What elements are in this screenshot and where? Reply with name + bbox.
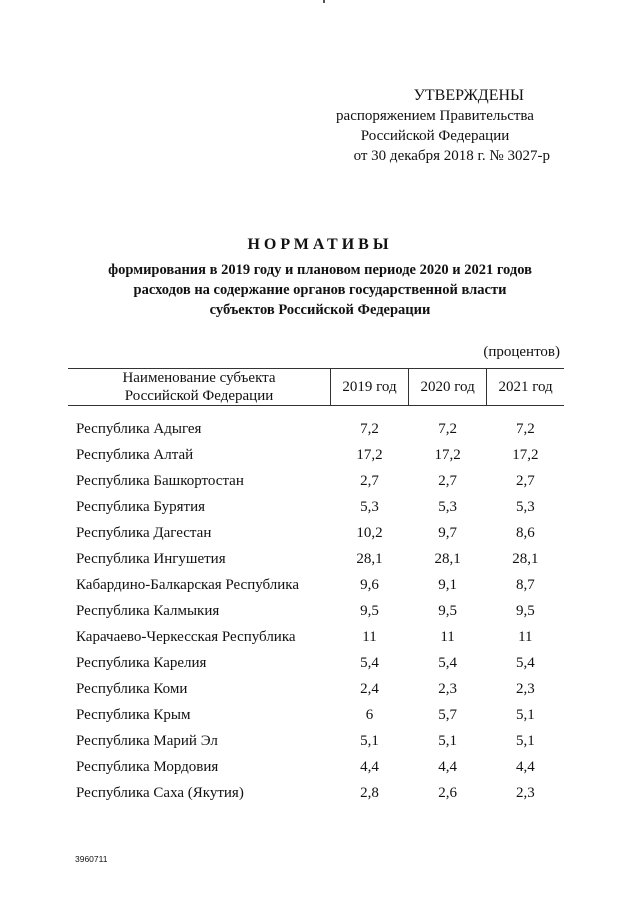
region-cell: Республика Башкортостан (76, 472, 244, 489)
value-2019-cell: 5,1 (360, 732, 379, 749)
value-2020-cell: 11 (440, 628, 455, 645)
region-cell: Республика Крым (76, 706, 191, 723)
value-2019-cell: 2,8 (360, 784, 379, 801)
region-cell: Кабардино-Балкарская Республика (76, 576, 300, 593)
value-2021-cell: 5,1 (515, 706, 535, 723)
norms-table (68, 368, 564, 806)
region-cell: Республика Калмыкия (76, 602, 220, 619)
table-row (68, 468, 564, 494)
value-2019-cell: 5,4 (360, 654, 379, 671)
document-code: 3960711 (75, 854, 108, 864)
table-row (68, 442, 564, 468)
subtitle-line-1: формирования в 2019 году и плановом периоде 2020 и 2021 годов (108, 262, 532, 278)
value-2021-cell: 2,7 (515, 472, 535, 489)
table-row (68, 702, 564, 728)
value-2019-cell: 9,6 (360, 576, 379, 593)
document-subtitle (80, 260, 560, 320)
table-row (68, 728, 564, 754)
region-cell: Республика Дагестан (76, 524, 212, 541)
value-2021-cell: 5,4 (515, 654, 535, 671)
value-2021-cell: 8,6 (515, 524, 535, 541)
region-cell: Республика Коми (76, 680, 188, 697)
header-region-line-2: Российской Федерации (124, 388, 274, 404)
value-2021-cell: 11 (518, 628, 533, 645)
value-2021-cell: 9,5 (515, 602, 535, 619)
table-row (68, 780, 564, 806)
region-cell: Республика Бурятия (76, 498, 206, 515)
header-year-2021: 2021 год (487, 369, 564, 406)
value-2019-cell: 17,2 (356, 446, 383, 463)
value-2021-cell: 8,7 (515, 576, 535, 593)
value-2020-cell: 2,3 (438, 680, 457, 697)
table-row (68, 754, 564, 780)
value-2019-cell: 4,4 (360, 758, 379, 775)
value-2020-cell: 2,7 (438, 472, 457, 489)
document-title: НОРМАТИВЫ (247, 236, 393, 253)
table-spacer-row (68, 406, 564, 417)
value-2019-cell: 9,5 (360, 602, 379, 619)
table-row (68, 546, 564, 572)
subtitle-line-2: расходов на содержание органов государственной власти (133, 282, 507, 298)
value-2019-cell: 10,2 (356, 524, 383, 541)
approval-block (320, 86, 550, 166)
table-row (68, 598, 564, 624)
region-cell: Республика Алтай (76, 446, 194, 463)
header-year-2019: 2019 год (331, 369, 409, 406)
table-header-row (68, 369, 564, 406)
table-row (68, 520, 564, 546)
value-2021-cell: 2,3 (515, 784, 535, 801)
value-2021-cell: 28,1 (512, 550, 539, 567)
value-2020-cell: 4,4 (438, 758, 457, 775)
region-cell: Республика Адыгея (76, 420, 202, 437)
region-cell: Республика Саха (Якутия) (76, 784, 244, 801)
value-2020-cell: 5,7 (438, 706, 457, 723)
value-2020-cell: 5,1 (438, 732, 457, 749)
value-2021-cell: 2,3 (515, 680, 535, 697)
table-row (68, 416, 564, 442)
region-cell: Карачаево-Черкесская Республика (76, 628, 296, 645)
value-2020-cell: 7,2 (438, 420, 457, 437)
value-2020-cell: 5,3 (438, 498, 457, 515)
approval-date-line: от 30 декабря 2018 г. № 3027-р (353, 148, 550, 164)
unit-label: (процентов) (483, 344, 560, 360)
value-2020-cell: 28,1 (434, 550, 461, 567)
table-body (68, 406, 564, 807)
value-2021-cell: 5,3 (515, 498, 535, 515)
value-2019-cell: 7,2 (360, 420, 379, 437)
value-2021-cell: 17,2 (512, 446, 539, 463)
region-cell: Республика Ингушетия (76, 550, 226, 567)
page-top-mark (323, 0, 325, 3)
value-2021-cell: 4,4 (515, 758, 535, 775)
header-region-name (68, 369, 331, 406)
region-cell: Республика Марий Эл (76, 732, 218, 749)
subtitle-line-3: субъектов Российской Федерации (209, 302, 431, 318)
value-2019-cell: 11 (362, 628, 377, 645)
value-2020-cell: 9,7 (438, 524, 457, 541)
value-2020-cell: 9,1 (438, 576, 457, 593)
header-year-2020: 2020 год (409, 369, 487, 406)
value-2020-cell: 5,4 (438, 654, 457, 671)
value-2019-cell: 2,7 (360, 472, 379, 489)
value-2021-cell: 7,2 (515, 420, 535, 437)
table-row (68, 676, 564, 702)
value-2020-cell: 2,6 (438, 784, 457, 801)
value-2020-cell: 17,2 (434, 446, 461, 463)
region-cell: Республика Карелия (76, 654, 207, 671)
region-cell: Республика Мордовия (76, 758, 219, 775)
value-2019-cell: 2,4 (360, 680, 379, 697)
header-region-line-1: Наименование субъекта (122, 370, 276, 386)
table-row (68, 572, 564, 598)
approval-heading: УТВЕРЖДЕНЫ (413, 87, 524, 104)
approval-line-1: распоряжением Правительства (336, 108, 534, 124)
table-row (68, 624, 564, 650)
approval-line-2: Российской Федерации (360, 128, 510, 144)
table-row (68, 494, 564, 520)
table-row (68, 650, 564, 676)
value-2021-cell: 5,1 (515, 732, 535, 749)
value-2019-cell: 5,3 (360, 498, 379, 515)
value-2020-cell: 9,5 (438, 602, 457, 619)
value-2019-cell: 28,1 (356, 550, 383, 567)
value-2019-cell: 6 (365, 706, 374, 723)
